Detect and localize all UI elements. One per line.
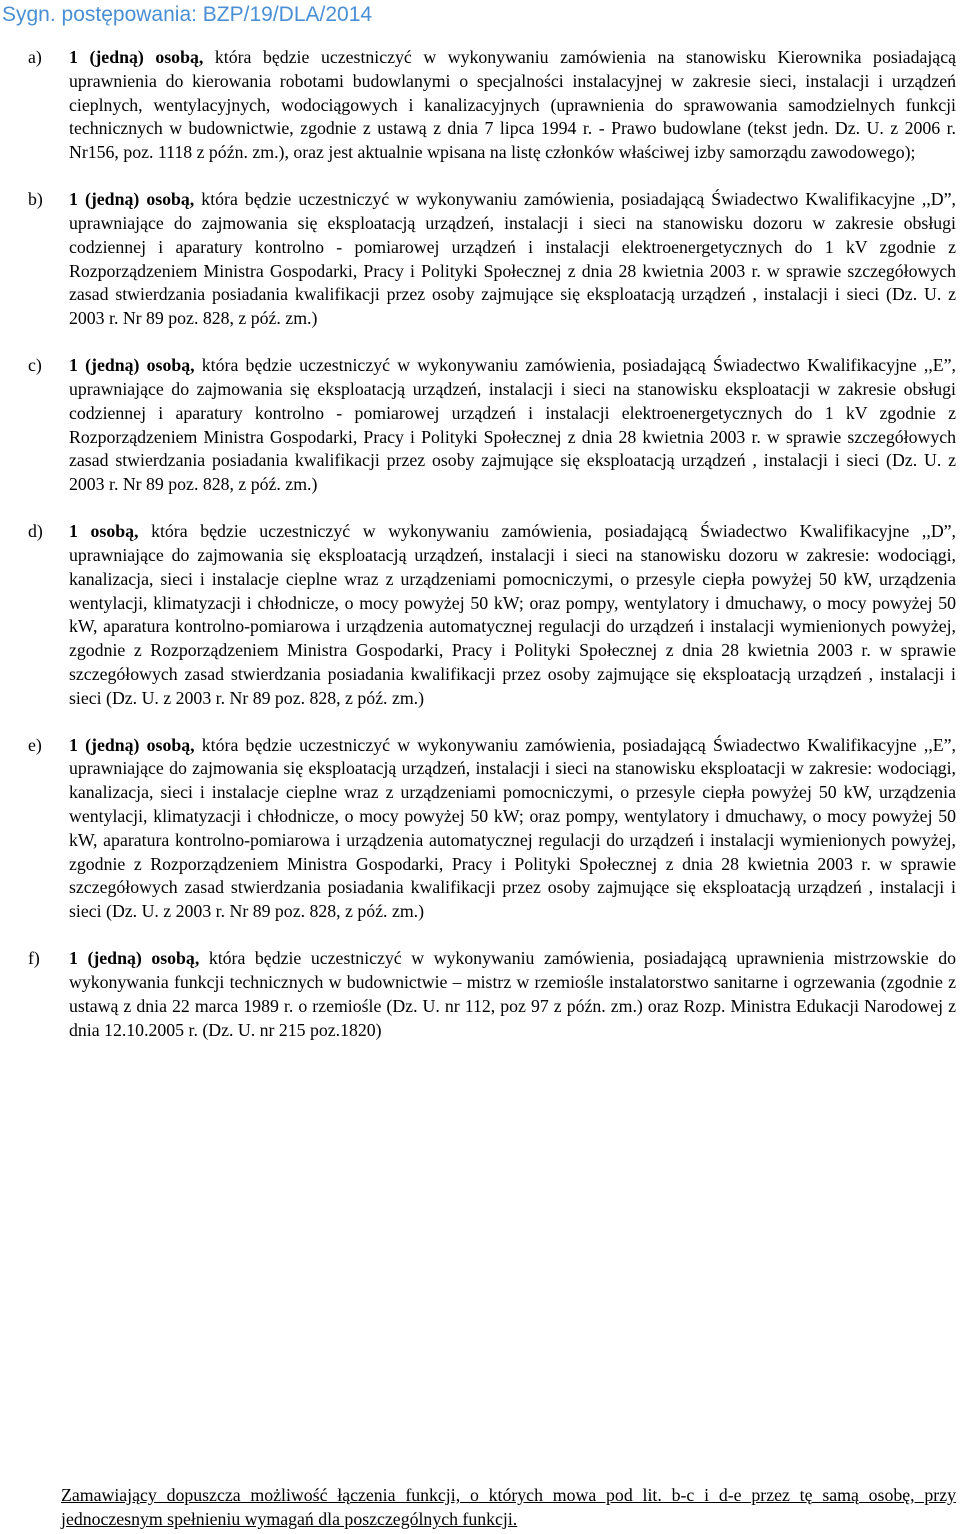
requirement-item-f [28,947,956,1042]
item-lead: 1 (jedną) osobą, [69,189,195,210]
document-header [0,0,960,30]
item-letter: e) [28,734,42,755]
item-lead: 1 (jedną) osobą, [69,355,195,376]
item-letter: d) [28,521,43,542]
item-lead: 1 (jedną) osobą, [69,948,200,969]
requirement-item-b [28,188,956,331]
combining-functions-note: Zamawiający dopuszcza możliwość łączenia funkcji, o których mowa pod lit. b-c i d-e przez tę samą osobę, przy jednoczesnym spełnieniu wymagań dla poszczególnych funkcji. [61,1485,956,1529]
item-text: która będzie uczestniczyć w wykonywaniu zamówienia, posiadającą Świadectwo Kwalifikacyjne ,,D”, uprawniające do zajmowania się eksploatacją urządzeń, instalacji i sieci na stanowisku dozoru w zakresie: wodociągi, kanalizacja, sieci i instalacje cieplne wraz z urządzeniami pomocniczymi, o przesyle ciepła powyżej 50 kW, urządzenia wentylacji, klimatyzacji i chłodnicze, o mocy powyżej 50 kW; oraz pompy, wentylatory i dmuchawy, o mocy powyżej 50 kW, aparatura kontrolno-pomiarowa i urządzenia automatycznej regulacji do urządzeń i instalacji wymienionych powyżej, zgodnie z Rozporządzeniem Ministra Gospodarki, Pracy i Polityki Społecznej z dnia 28 kwietnia 2003 r. w sprawie szczegółowych zasad stwierdzania posiadania kwalifikacji przez osoby zajmujące się eksploatacją urządzeń , instalacji i sieci (Dz. U. z 2003 r. Nr 89 poz. 828, z póź. zm.) [69,521,956,708]
item-text: która będzie uczestniczyć w wykonywaniu zamówienia na stanowisku Kierownika posiadającą uprawnienia do kierowania robotami budowlanymi o specjalności instalacyjnej w zakresie sieci, instalacji i urządzeń cieplnych, wentylacyjnych, wodociągowych i kanalizacyjnych (uprawnienia do sprawowania samodzielnych funkcji technicznych w budownictwie, zgodnie z ustawą z dnia 7 lipca 1994 r. - Prawo budowlane (tekst jedn. Dz. U. z 2006 r. Nr156, poz. 1118 z późn. zm.), oraz jest aktualnie wpisana na listę członków właściwej izby samorządu zawodowego); [69,47,956,163]
item-text: która będzie uczestniczyć w wykonywaniu zamówienia, posiadającą Świadectwo Kwalifikacyjne ,,E”, uprawniające do zajmowania się eksploatacją urządzeń, instalacji i sieci na stanowisku eksploatacji w zakresie obsługi codziennej i aparatury kontrolno - pomiarowej urządzeń i instalacji elektroenergetycznych do 1 kV zgodnie z Rozporządzeniem Ministra Gospodarki, Pracy i Polityki Społecznej z dnia 28 kwietnia 2003 r. w sprawie szczegółowych zasad stwierdzania posiadania kwalifikacji przez osoby zajmujące się eksploatacją urządzeń , instalacji i sieci (Dz. U. z 2003 r. Nr 89 poz. 828, z póź. zm.) [69,355,956,495]
item-text: która będzie uczestniczyć w wykonywaniu zamówienia, posiadającą uprawnienia mistrzowskie do wykonywania funkcji technicznych w budownictwie – mistrz w rzemiośle instalatorstwo sanitarne i ogrzewania (zgodnie z ustawą z dnia 22 marca 1989 r. o rzemiośle (Dz. U. nr 112, poz 97 z późn. zm.) oraz Rozp. Ministra Edukacji Narodowej z dnia 12.10.2005 r. (Dz. U. nr 215 poz.1820) [69,948,956,1040]
item-letter: c) [28,355,42,376]
requirements-list [28,46,956,1066]
item-lead: 1 osobą, [69,521,139,542]
item-lead: 1 (jedną) osobą, [69,734,195,755]
item-text: która będzie uczestniczyć w wykonywaniu zamówienia, posiadającą Świadectwo Kwalifikacyjne ,,D”, uprawniające do zajmowania się eksploatacją urządzeń, instalacji i sieci na stanowisku dozoru w zakresie obsługi codziennej i aparatury kontrolno - pomiarowej urządzeń i instalacji elektroenergetycznych do 1 kV zgodnie z Rozporządzeniem Ministra Gospodarki, Pracy i Polityki Społecznej z dnia 28 kwietnia 2003 r. w sprawie szczegółowych zasad stwierdzania posiadania kwalifikacji przez osoby zajmujące się eksploatacją urządzeń , instalacji i sieci (Dz. U. z 2003 r. Nr 89 poz. 828, z póź. zm.) [69,189,956,329]
requirement-item-a [28,46,956,165]
requirement-item-d [28,520,956,710]
item-lead: 1 (jedną) osobą, [69,47,204,67]
item-letter: f) [28,948,40,969]
requirement-item-e [28,734,956,924]
case-reference: Sygn. postępowania: BZP/19/DLA/2014 [2,3,373,26]
item-letter: b) [28,189,43,210]
item-letter: a) [28,47,42,67]
requirement-item-c [28,354,956,497]
item-text: która będzie uczestniczyć w wykonywaniu zamówienia, posiadającą Świadectwo Kwalifikacyjne ,,E”, uprawniające do zajmowania się eksploatacją urządzeń, instalacji i sieci na stanowisku eksploatacji w zakresie: wodociągi, kanalizacja, sieci i instalacje cieplne wraz z urządzeniami pomocniczymi, o przesyle ciepła powyżej 50 kW, urządzenia wentylacji, klimatyzacji i chłodnicze, o mocy powyżej 50 kW; oraz pompy, wentylatory i dmuchawy, o mocy powyżej 50 kW, aparatura kontrolno-pomiarowa i urządzenia automatycznej regulacji do urządzeń i instalacji wymienionych powyżej, zgodnie z Rozporządzeniem Ministra Gospodarki, Pracy i Polityki Społecznej z dnia 28 kwietnia 2003 r. w sprawie szczegółowych zasad stwierdzania posiadania kwalifikacji przez osoby zajmujące się eksploatacją urządzeń , instalacji i sieci (Dz. U. z 2003 r. Nr 89 poz. 828, z póź. zm.) [69,734,956,922]
